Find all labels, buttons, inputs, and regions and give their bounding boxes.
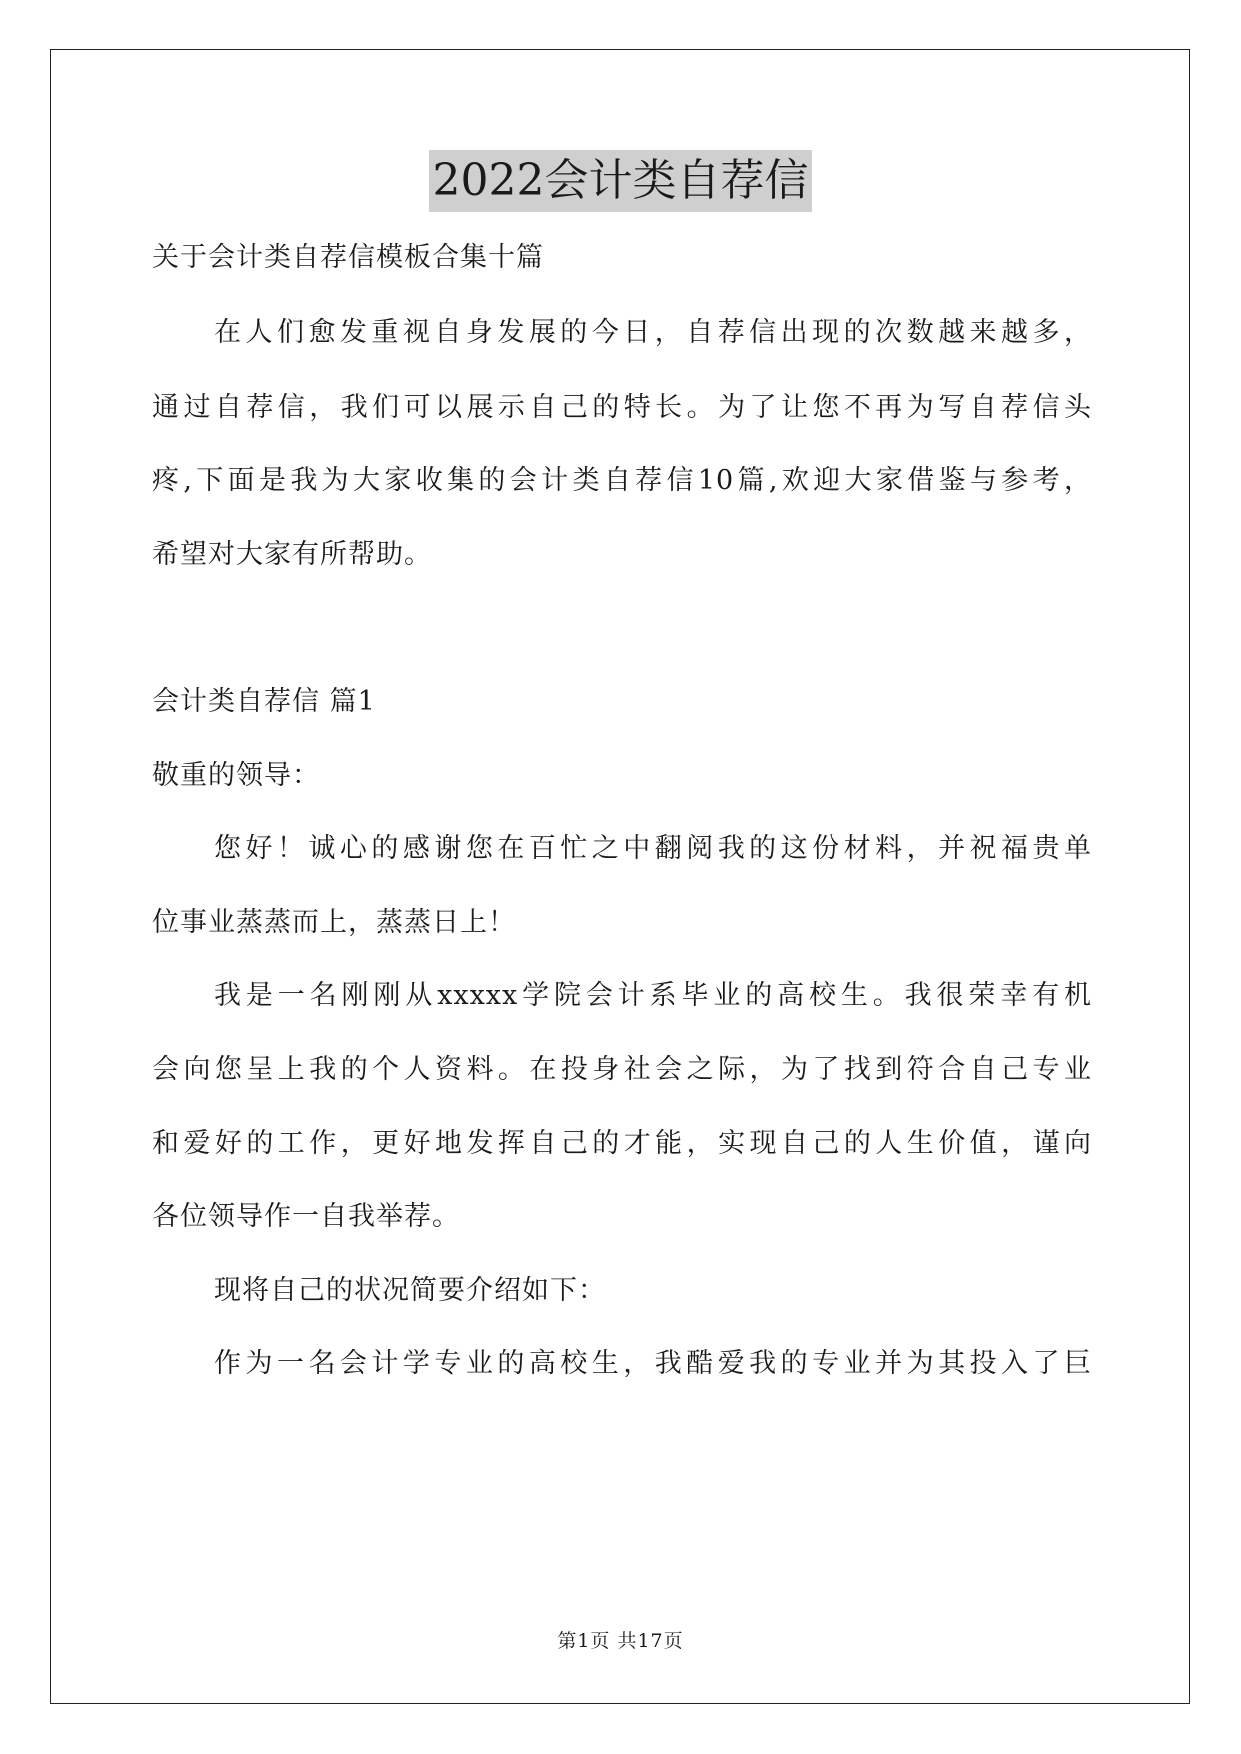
body-line: 会向您呈上我的个人资料。在投身社会之际，为了找到符合自己专业: [152, 1054, 1092, 1085]
body-line: 我是一名刚刚从xxxxx学院会计系毕业的高校生。我很荣幸有机: [214, 980, 1092, 1011]
body-line: 和爱好的工作，更好地发挥自己的才能，实现自己的人生价值，谨向: [152, 1128, 1092, 1159]
page-border: [50, 49, 1190, 1704]
body-line: 疼,下面是我为大家收集的会计类自荐信10篇,欢迎大家借鉴与参考，: [152, 465, 1092, 496]
body-line: 位事业蒸蒸而上，蒸蒸日上！: [152, 907, 516, 938]
body-line: 在人们愈发重视自身发展的今日，自荐信出现的次数越来越多，: [214, 317, 1092, 348]
body-line: 各位领导作一自我举荐。: [152, 1201, 460, 1232]
subtitle-line: 关于会计类自荐信模板合集十篇: [152, 242, 544, 273]
body-line: 希望对大家有所帮助。: [152, 539, 432, 570]
salutation-line: 敬重的领导：: [152, 760, 320, 791]
section-heading: 会计类自荐信 篇1: [152, 686, 376, 717]
page-number-footer: 第1页 共17页: [557, 1630, 684, 1652]
body-line: 您好！诚心的感谢您在百忙之中翻阅我的这份材料，并祝福贵单: [214, 833, 1092, 864]
body-line: 作为一名会计学专业的高校生，我酷爱我的专业并为其投入了巨: [214, 1348, 1092, 1379]
body-line: 现将自己的状况简要介绍如下：: [214, 1275, 606, 1306]
body-line: 通过自荐信，我们可以展示自己的特长。为了让您不再为写自荐信头: [152, 392, 1092, 423]
document-title: 2022会计类自荐信: [429, 150, 813, 212]
title-container: [0, 150, 1241, 212]
